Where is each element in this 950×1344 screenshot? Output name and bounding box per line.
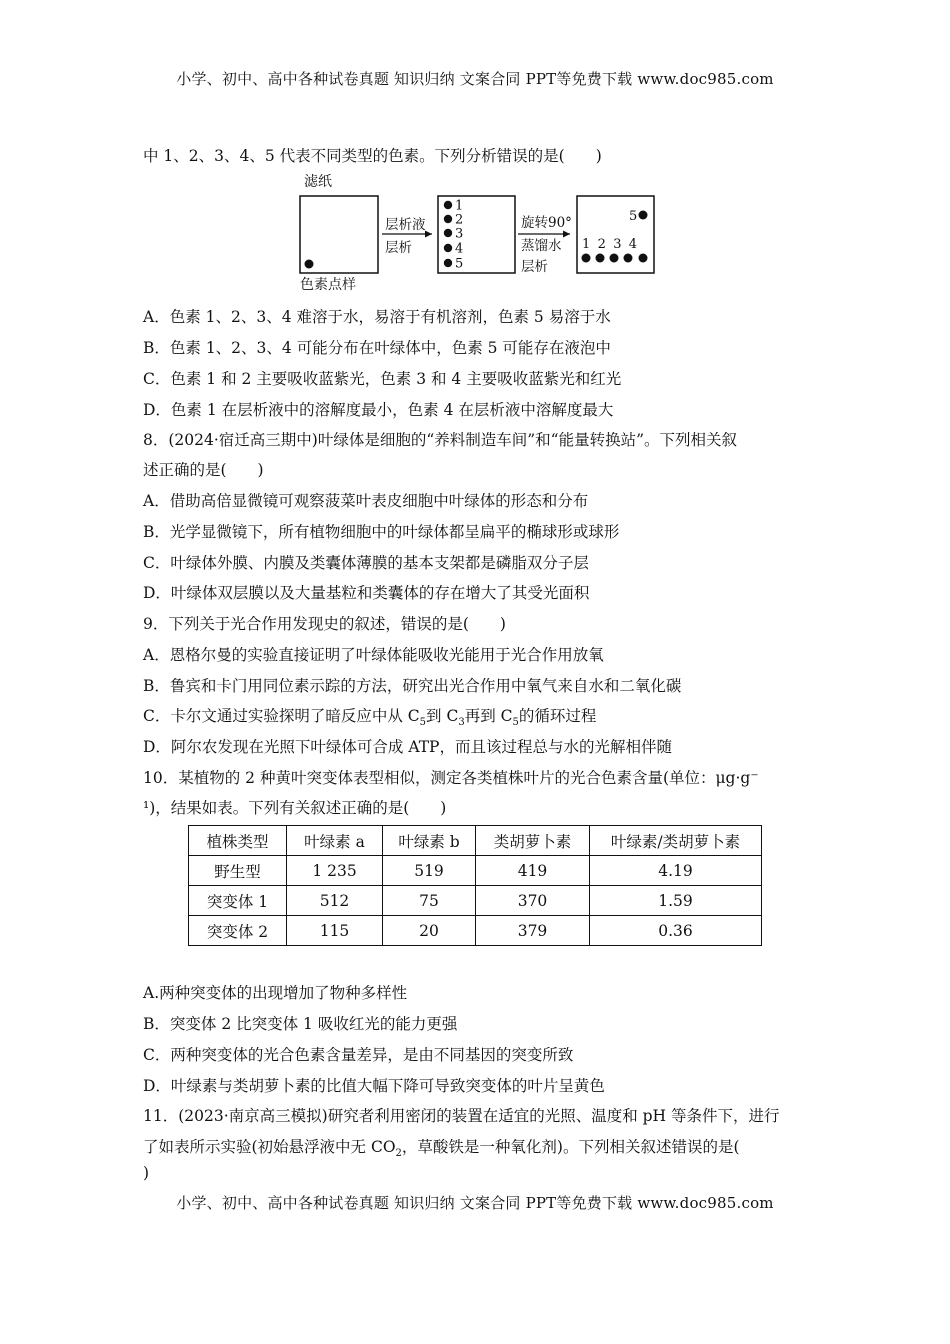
q7-option-d: D．色素 1 在层析液中的溶解度最小，色素 4 在层析液中溶解度最大: [143, 401, 614, 419]
table-cell: 突变体 2: [189, 916, 287, 946]
table-row: [189, 856, 762, 886]
spot-4-label: 4: [455, 241, 464, 257]
table-cell: 379: [476, 916, 590, 946]
spot-5-label: 5: [455, 256, 464, 272]
spot-4: [444, 244, 452, 252]
q7-option-b: B．色素 1、2、3、4 可能分布在叶绿体中，色素 5 可能存在液泡中: [143, 339, 611, 357]
arrow1-bottom-label: 层析: [385, 240, 412, 256]
q10-option-d: D．叶绿素与类胡萝卜素的比值大幅下降可导致突变体的叶片呈黄色: [143, 1077, 605, 1095]
q8-option-c: C．叶绿体外膜、内膜及类囊体薄膜的基本支架都是磷脂双分子层: [143, 554, 589, 572]
q10-option-a: A.两种突变体的出现增加了物种多样性: [143, 984, 408, 1002]
q8-option-b: B．光学显微镜下，所有植物细胞中的叶绿体都呈扁平的椭球形或球形: [143, 523, 620, 541]
spot-3-rotated: [610, 254, 619, 263]
spot-3-label: 3: [455, 226, 464, 242]
q10-option-b: B．突变体 2 比突变体 1 吸收红光的能力更强: [143, 1015, 458, 1033]
spot-5-bottom: [639, 254, 648, 263]
q7-stem: 中 1、2、3、4、5 代表不同类型的色素。下列分析错误的是( ): [143, 147, 602, 165]
table-cell: 20: [383, 916, 476, 946]
arrow2-top-label: 旋转90°: [521, 215, 572, 231]
table-cell: 419: [476, 856, 590, 886]
spot-5: [444, 259, 452, 267]
spot-2-rotated: [596, 254, 605, 263]
table-header: 叶绿素 a: [287, 826, 383, 856]
table-cell: 1 235: [287, 856, 383, 886]
bottom-spot-labels: 1 2 3 4: [582, 237, 639, 252]
q7-option-c: C．色素 1 和 2 主要吸收蓝紫光，色素 3 和 4 主要吸收蓝紫光和红光: [143, 370, 622, 388]
table-cell: 1.59: [590, 886, 762, 916]
table-cell: 75: [383, 886, 476, 916]
arrow2-head: [563, 231, 570, 238]
spot-1-rotated: [582, 254, 591, 263]
pigment-content-table: [188, 825, 762, 946]
q9-stem: 9．下列关于光合作用发现史的叙述，错误的是( ): [143, 615, 506, 633]
arrow2-bottom-label: 层析: [521, 259, 548, 275]
spot-5-rotated: [639, 211, 648, 220]
arrow2-mid-label: 蒸馏水: [521, 238, 562, 254]
q7-option-a: A．色素 1、2、3、4 难溶于水，易溶于有机溶剂，色素 5 易溶于水: [143, 308, 611, 326]
table-row: [189, 886, 762, 916]
table-header: 叶绿素 b: [383, 826, 476, 856]
q8-stem-line2: 述正确的是( ): [143, 461, 264, 479]
q8-stem-line1: 8．(2024·宿迁高三期中)叶绿体是细胞的“养料制造车间”和“能量转换站”。下列相关叙: [143, 431, 738, 449]
table-cell: 512: [287, 886, 383, 916]
sample-spot: [305, 260, 314, 269]
spot-2: [444, 215, 452, 223]
chromatography-diagram: [298, 172, 658, 292]
table-header-row: [189, 826, 762, 856]
filter-paper-label: 滤纸: [304, 174, 332, 190]
q9-option-c: C．卡尔文通过实验探明了暗反应中从 $C_5$到 $C_3$再到 $C_5$的循环过程: [143, 707, 597, 729]
table-cell: 4.19: [590, 856, 762, 886]
page-footer: 小学、初中、高中各种试卷真题 知识归纳 文案合同 PPT等免费下载 www.doc985.com: [176, 1194, 774, 1212]
table-cell: 0.36: [590, 916, 762, 946]
table-cell: 野生型: [189, 856, 287, 886]
spot-4-rotated: [624, 254, 633, 263]
table-cell: 370: [476, 886, 590, 916]
q10-option-c: C．两种突变体的光合色素含量差异，是由不同基因的突变所致: [143, 1046, 574, 1064]
q11-stem-line1: 11．(2023·南京高三模拟)研究者利用密闭的装置在适宜的光照、温度和 pH 等条件下，进行: [143, 1107, 780, 1125]
q11-stem-line3: ): [143, 1164, 150, 1182]
spot-1: [444, 201, 452, 209]
q8-option-a: A．借助高倍显微镜可观察菠菜叶表皮细胞中叶绿体的形态和分布: [143, 492, 589, 510]
table-header: 叶绿素/类胡萝卜素: [590, 826, 762, 856]
spot-2-label: 2: [455, 212, 464, 228]
spot-3: [444, 229, 452, 237]
table-cell: 519: [383, 856, 476, 886]
table-header: 类胡萝卜素: [476, 826, 590, 856]
q9-option-a: A．恩格尔曼的实验直接证明了叶绿体能吸收光能用于光合作用放氧: [143, 646, 604, 664]
q8-option-d: D．叶绿体双层膜以及大量基粒和类囊体的存在增大了其受光面积: [143, 584, 590, 602]
q10-stem-line2: ¹)，结果如表。下列有关叙述正确的是( ): [143, 799, 447, 817]
q10-stem-line1: 10．某植物的 2 种黄叶突变体表型相似，测定各类植株叶片的光合色素含量(单位：μg·g⁻: [143, 769, 759, 787]
q11-stem-line2: 了如表所示实验(初始悬浮液中无 $CO_2$，草酸铁是一种氧化剂)。下列相关叙述错误的是(: [143, 1138, 740, 1160]
arrow1-head: [425, 231, 432, 238]
page-header: 小学、初中、高中各种试卷真题 知识归纳 文案合同 PPT等免费下载 www.doc985.com: [176, 70, 774, 88]
table-cell: 115: [287, 916, 383, 946]
table-row: [189, 916, 762, 946]
q9-option-d: D．阿尔农发现在光照下叶绿体可合成 ATP，而且该过程总与水的光解相伴随: [143, 738, 672, 756]
table-header: 植株类型: [189, 826, 287, 856]
sample-label: 色素点样: [300, 277, 356, 292]
spot5-rotated-label: 5: [629, 209, 638, 224]
table-cell: 突变体 1: [189, 886, 287, 916]
spot-1-label: 1: [455, 198, 464, 214]
q9-option-b: B．鲁宾和卡门用同位素示踪的方法，研究出光合作用中氧气来自水和二氧化碳: [143, 677, 682, 695]
arrow1-top-label: 层析液: [385, 217, 426, 233]
